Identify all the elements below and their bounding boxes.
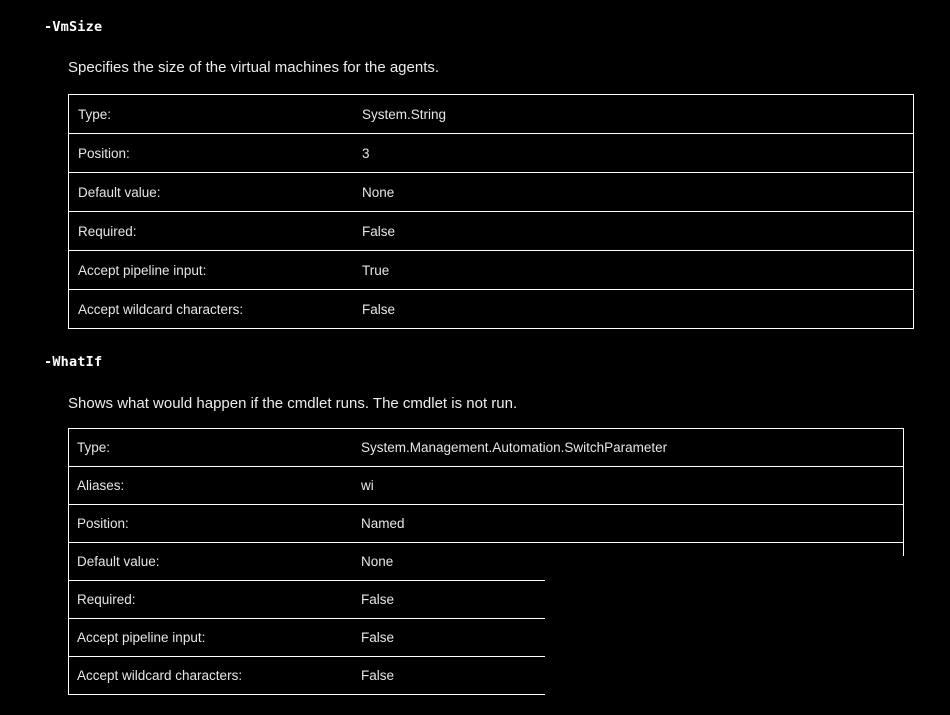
attribute-label: Type: [78,106,112,122]
attribute-label: Position: [69,134,355,173]
attribute-value: System.String [362,106,447,122]
table-rule-bottom-truncated [68,694,545,695]
attribute-value: False [361,667,395,683]
attribute-label: Accept pipeline input: [69,251,355,290]
parameter-description-vmsize: Specifies the size of the virtual machines for the agents. [68,59,440,76]
attribute-label: Accept pipeline input: [77,629,206,645]
parameter-heading-vmsize: -VmSize [44,19,103,35]
table-row [68,618,912,656]
attribute-value: None [361,553,394,569]
attribute-label: Accept wildcard characters: [69,290,355,329]
table-row [68,656,912,694]
table-row [68,466,912,504]
attribute-value: True [354,251,914,290]
table-row [69,173,914,212]
attribute-value: False [361,591,395,607]
attribute-value: None [354,173,914,212]
table-row [69,251,914,290]
attribute-value: False [361,629,395,645]
attribute-value: Named [361,515,405,531]
parameter-description-whatif: Shows what would happen if the cmdlet runs. The cmdlet is not run. [68,395,518,412]
table-row [69,290,914,329]
attribute-label: Position: [77,515,129,531]
attribute-value: False [354,290,914,329]
attribute-value: System.Management.Automation.SwitchParameter [361,439,668,455]
attribute-label: Accept wildcard characters: [77,667,243,683]
table-row [69,134,914,173]
parameter-attributes-table-whatif [68,428,904,695]
table-row [68,428,912,466]
table-row [68,580,912,618]
attribute-label: Aliases: [77,477,125,493]
attribute-label: Required: [77,591,136,607]
parameter-heading-whatif: -WhatIf [44,354,103,370]
attribute-label: Default value: [69,173,355,212]
table-row [69,95,914,134]
table-row [69,212,914,251]
table-row [68,504,912,542]
attribute-label: Type: [77,439,111,455]
attribute-value: wi [361,477,374,493]
attribute-value: 3 [354,134,914,173]
parameter-attributes-table-vmsize [68,94,914,329]
attribute-label: Default value: [77,553,160,569]
attribute-label: Required: [69,212,355,251]
attribute-value: False [354,212,914,251]
table-row [68,542,912,580]
